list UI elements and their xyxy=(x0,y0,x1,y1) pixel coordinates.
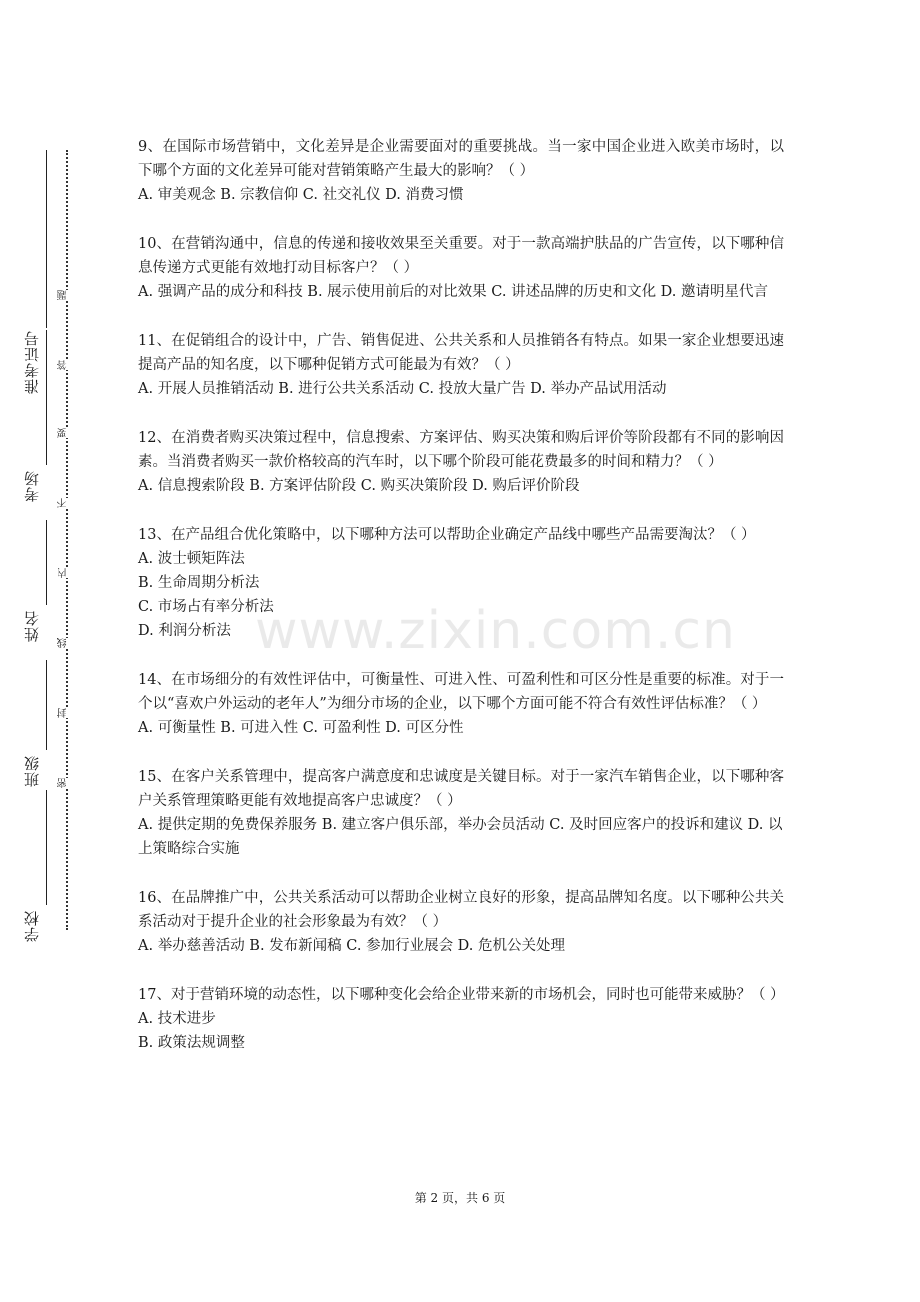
question-17 xyxy=(138,983,784,1055)
question-text: 11、在促销组合的设计中，广告、销售促进、公共关系和人员推销各有特点。如果一家企业想要迅速提高产品的知名度，以下哪种促销方式可能最为有效？（ ） xyxy=(138,333,784,373)
seal-char: 密 xyxy=(58,778,76,788)
option-line: A. 开展人员推销活动 B. 进行公共关系活动 C. 投放大量广告 D. 举办产品试用活动 xyxy=(138,381,667,397)
question-12 xyxy=(138,426,784,498)
option-a: A. 技术进步 xyxy=(138,1011,216,1027)
question-14 xyxy=(138,668,784,740)
name-label: 姓名 xyxy=(23,610,41,642)
blank-line-5 xyxy=(46,790,47,905)
seal-char: 线 xyxy=(58,638,76,648)
question-11 xyxy=(138,329,784,401)
question-text: 10、在营销沟通中，信息的传递和接收效果至关重要。对于一款高端护肤品的广告宣传，以下哪种信息传递方式更能有效地打动目标客户？（ ） xyxy=(138,236,784,276)
seal-char: 题 xyxy=(58,290,76,300)
seal-char: 要 xyxy=(58,428,76,438)
question-9 xyxy=(138,135,784,207)
option-line: A. 审美观念 B. 宗教信仰 C. 社交礼仪 D. 消费习惯 xyxy=(138,187,464,203)
option-line: A. 信息搜索阶段 B. 方案评估阶段 C. 购买决策阶段 D. 购后评价阶段 xyxy=(138,478,580,494)
question-text: 13、在产品组合优化策略中，以下哪种方法可以帮助企业确定产品线中哪些产品需要淘汰？（ ） xyxy=(138,527,756,543)
question-list xyxy=(138,135,784,1080)
class-label: 班级 xyxy=(23,755,41,787)
question-text: 12、在消费者购买决策过程中，信息搜索、方案评估、购买决策和购后评价等阶段都有不同的影响因素。当消费者购买一款价格较高的汽车时，以下哪个阶段可能花费最多的时间和精力？（ ） xyxy=(138,430,784,470)
question-text: 14、在市场细分的有效性评估中，可衡量性、可进入性、可盈利性和可区分性是重要的标准。对于一个以“喜欢户外运动的老年人”为细分市场的企业，以下哪个方面可能不符合有效性评估标准？（ ） xyxy=(138,672,784,712)
question-text: 17、对于营销环境的动态性，以下哪种变化会给企业带来新的市场机会，同时也可能带来威胁？（ ） xyxy=(138,987,785,1003)
option-line: A. 强调产品的成分和科技 B. 展示使用前后的对比效果 C. 讲述品牌的历史和文化 D. 邀请明星代言 xyxy=(138,284,769,300)
seal-line-chars xyxy=(58,150,76,930)
blank-line-2 xyxy=(46,380,47,465)
class-field xyxy=(18,755,48,805)
exam-room-label: 考场 xyxy=(23,470,41,502)
option-b: B. 生命周期分析法 xyxy=(138,575,260,591)
blank-line-3 xyxy=(46,520,47,605)
seal-char: 封 xyxy=(58,708,76,718)
question-16 xyxy=(138,886,784,958)
option-b: B. 政策法规调整 xyxy=(138,1035,245,1051)
seal-char: 不 xyxy=(58,498,76,508)
exam-number-label: 准考证号 xyxy=(23,330,41,394)
option-d: D. 利润分析法 xyxy=(138,623,231,639)
school-label: 学校 xyxy=(23,910,41,942)
school-field xyxy=(18,910,48,955)
question-text: 15、在客户关系管理中，提高客户满意度和忠诚度是关键目标。对于一家汽车销售企业，以下哪种客户关系管理策略更能有效地提高客户忠诚度？（ ） xyxy=(138,769,784,809)
binding-margin xyxy=(18,150,48,950)
question-text: 9、在国际市场营销中，文化差异是企业需要面对的重要挑战。当一家中国企业进入欧美市场时，以下哪个方面的文化差异可能对营销策略产生最大的影响？（ ） xyxy=(138,139,784,179)
option-line: A. 提供定期的免费保养服务 B. 建立客户俱乐部，举办会员活动 C. 及时回应客户的投诉和建议 D. 以上策略综合实施 xyxy=(138,817,783,857)
page-number: 第 2 页，共 6 页 xyxy=(414,1191,506,1205)
option-a: A. 波士顿矩阵法 xyxy=(138,551,245,567)
option-line: A. 举办慈善活动 B. 发布新闻稿 C. 参加行业展会 D. 危机公关处理 xyxy=(138,938,566,954)
question-10 xyxy=(138,232,784,304)
option-line: A. 可衡量性 B. 可进入性 C. 可盈利性 D. 可区分性 xyxy=(138,720,464,736)
exam-number-field xyxy=(18,330,48,465)
question-text: 16、在品牌推广中，公共关系活动可以帮助企业树立良好的形象，提高品牌知名度。以下哪种公共关系活动对于提升企业的社会形象最为有效？（ ） xyxy=(138,890,784,930)
name-field xyxy=(18,610,48,670)
blank-line-4 xyxy=(46,660,47,750)
seal-char: 内 xyxy=(58,568,76,578)
exam-room-field xyxy=(18,470,48,550)
question-13 xyxy=(138,523,784,643)
seal-char: 答 xyxy=(58,360,76,370)
site-watermark: www.zixin.com.cn xyxy=(255,601,736,661)
question-15 xyxy=(138,765,784,861)
option-c: C. 市场占有率分析法 xyxy=(138,599,274,615)
blank-line-1 xyxy=(46,150,47,328)
